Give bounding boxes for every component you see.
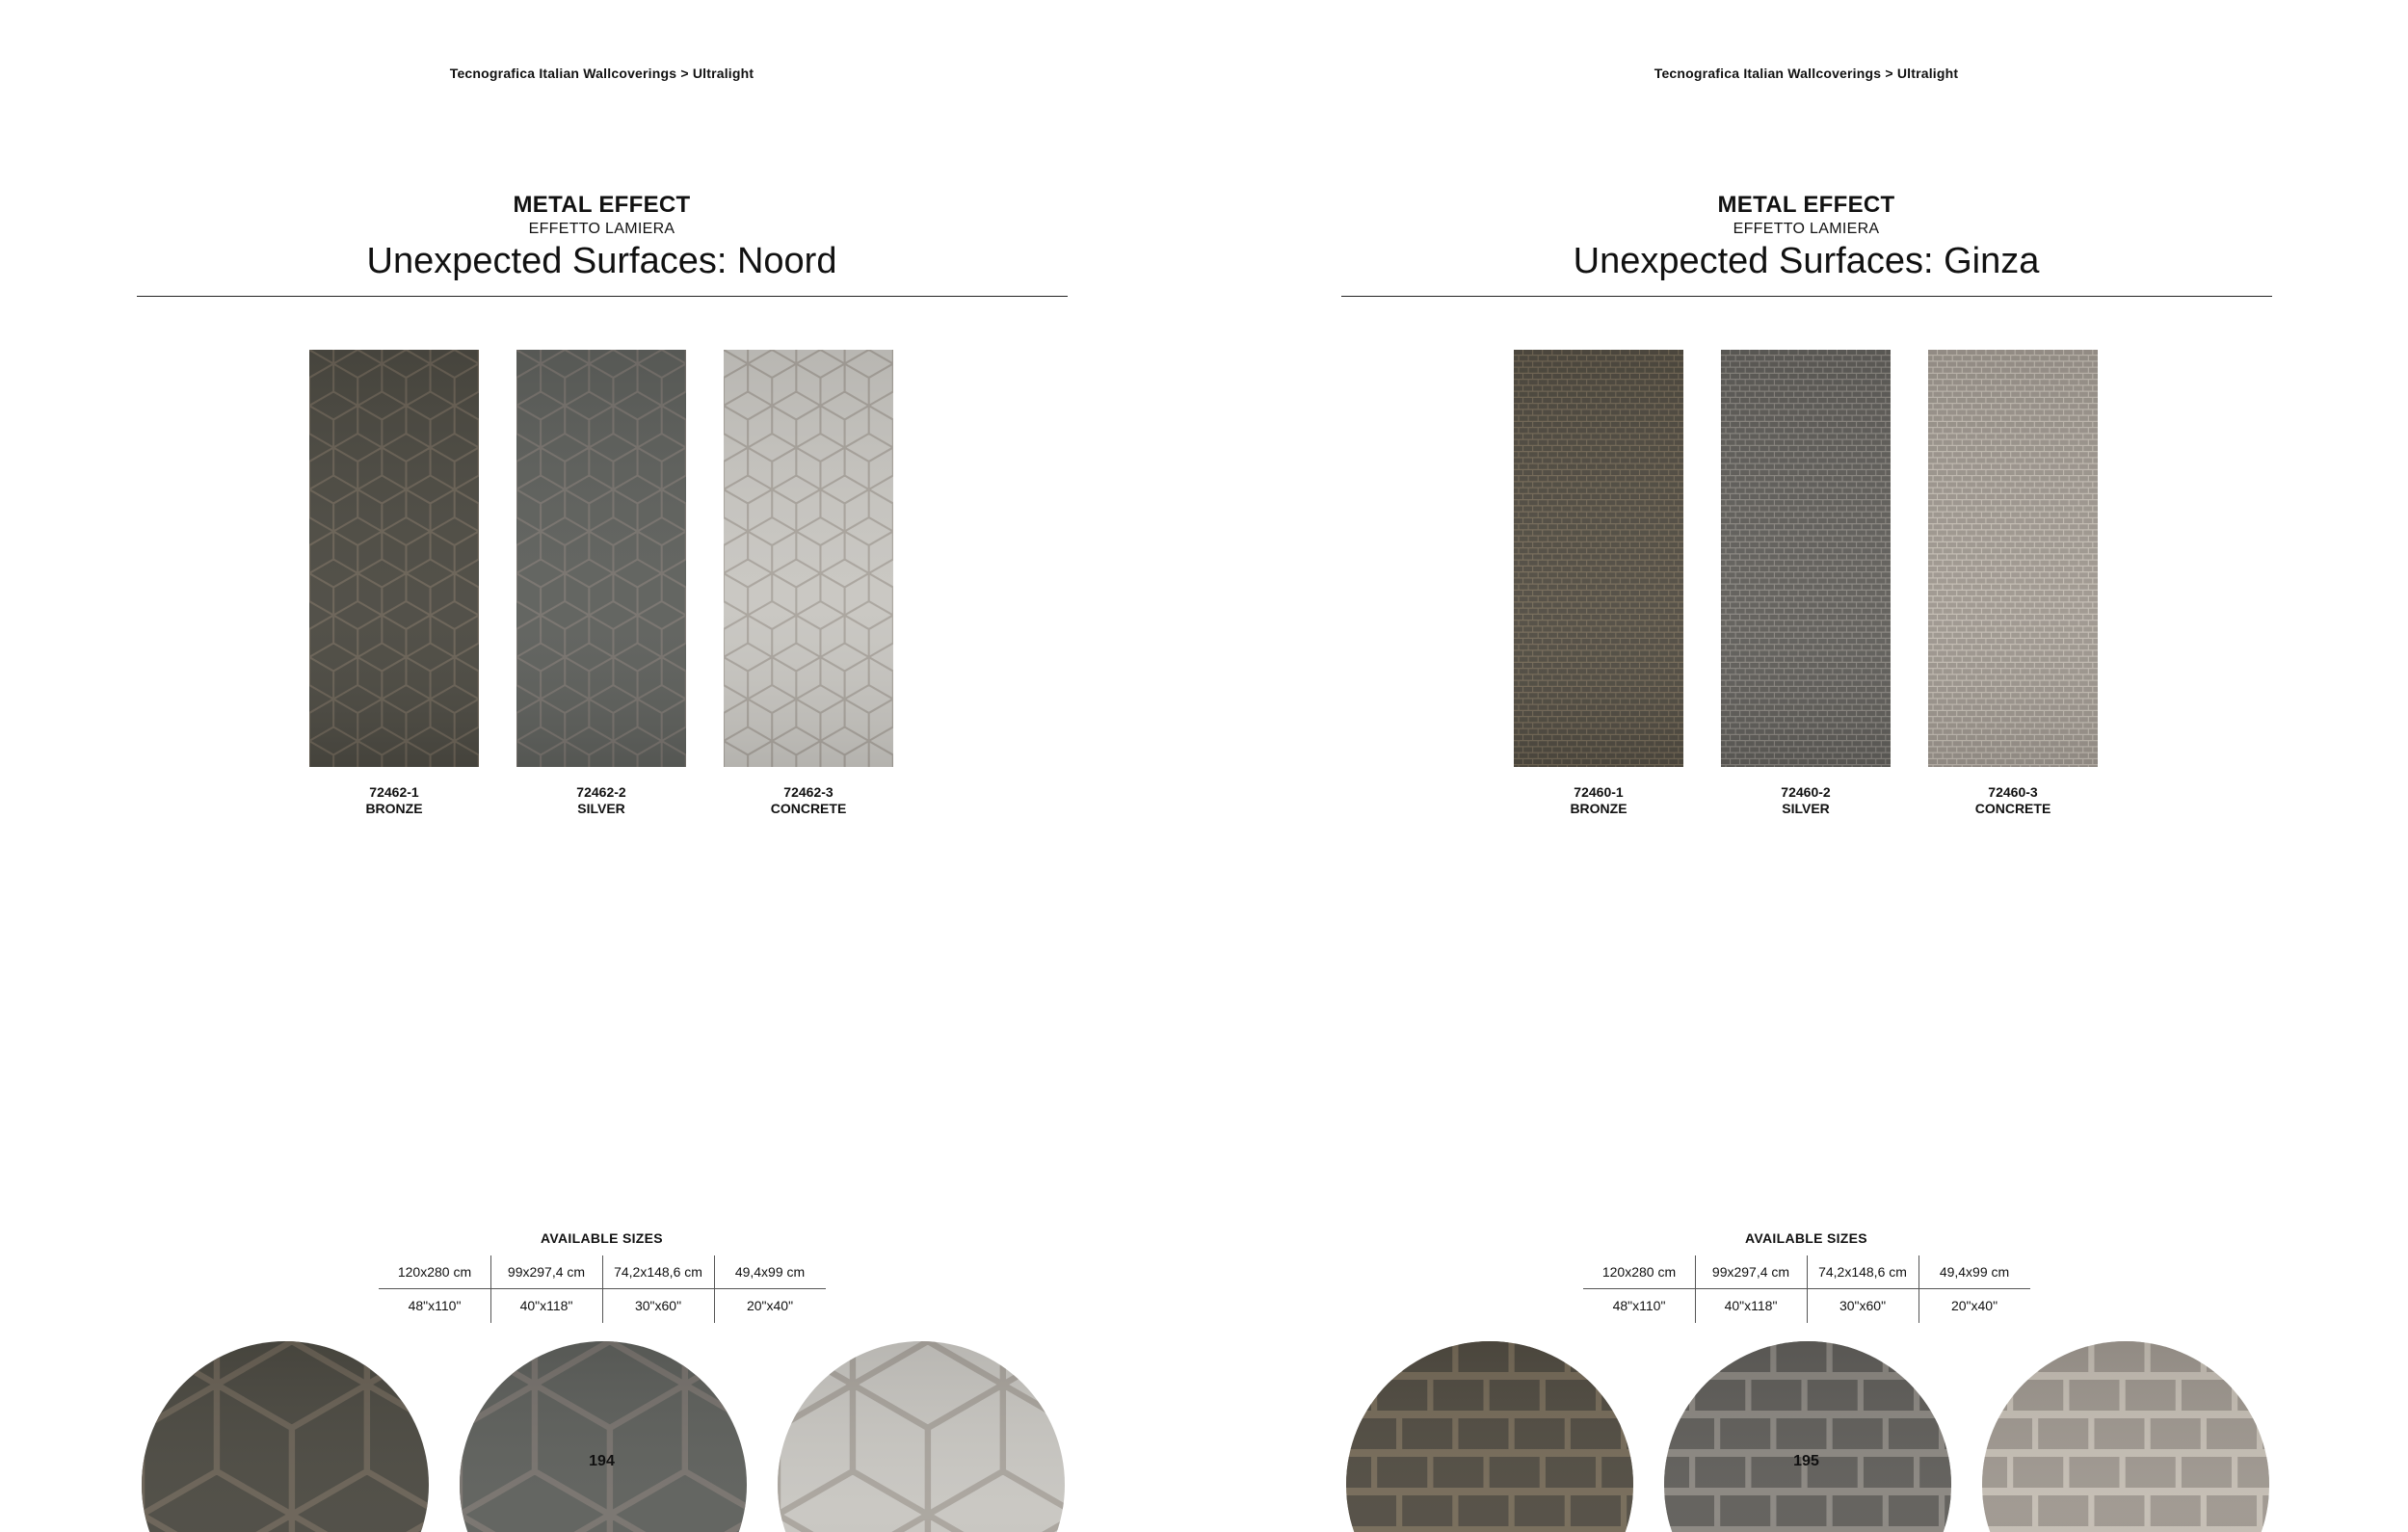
catalog-page-right <box>1204 0 2408 1532</box>
detail-circle-bronze <box>142 1341 429 1532</box>
detail-texture-image <box>1346 1341 1633 1532</box>
size-cell: 120x280 cm <box>1601 1264 1677 1280</box>
collection-title: Unexpected Surfaces: Noord <box>366 241 837 281</box>
size-cell: 40"x118" <box>1724 1298 1778 1313</box>
swatch-code: 72462-3 <box>783 784 834 800</box>
swatch-bronze[interactable] <box>309 350 479 816</box>
swatch-group <box>1514 350 2099 832</box>
swatch-bronze[interactable] <box>1514 350 1683 816</box>
swatch-code: 72460-2 <box>1781 784 1831 800</box>
swatch-code: 72462-1 <box>369 784 419 800</box>
collection-title: Unexpected Surfaces: Ginza <box>1573 241 2040 281</box>
table-divider <box>1918 1255 1919 1323</box>
swatch-color-name: SILVER <box>1782 801 1830 816</box>
detail-texture-image <box>142 1341 429 1532</box>
sizes-table <box>379 1255 826 1323</box>
size-cell: 49,4x99 cm <box>734 1264 806 1280</box>
detail-circle-concrete <box>1982 1341 2269 1532</box>
table-divider <box>490 1255 491 1323</box>
detail-texture-image <box>460 1341 747 1532</box>
swatch-concrete[interactable] <box>724 350 893 816</box>
swatch-silver[interactable] <box>1721 350 1891 816</box>
size-cell: 74,2x148,6 cm <box>1818 1264 1907 1280</box>
swatch-silver[interactable] <box>516 350 686 816</box>
category-heading: METAL EFFECT <box>1717 192 1895 218</box>
swatch-panel-image <box>516 350 686 767</box>
swatch-color-name: BRONZE <box>1570 801 1627 816</box>
swatch-concrete[interactable] <box>1928 350 2098 816</box>
size-cell: 30"x60" <box>634 1298 682 1313</box>
breadcrumb: Tecnografica Italian Wallcoverings > Ultralight <box>1654 66 1959 81</box>
breadcrumb: Tecnografica Italian Wallcoverings > Ultralight <box>449 66 754 81</box>
detail-texture-image <box>1982 1341 2269 1532</box>
category-subheading: EFFETTO LAMIERA <box>528 221 675 237</box>
page-number: 194 <box>589 1453 615 1469</box>
swatch-code: 72460-1 <box>1574 784 1624 800</box>
swatch-panel-image <box>724 350 893 767</box>
title-divider <box>1341 296 2272 297</box>
category-subheading: EFFETTO LAMIERA <box>1733 221 1880 237</box>
swatch-code: 72462-2 <box>576 784 626 800</box>
detail-texture-image <box>1664 1341 1951 1532</box>
swatch-group <box>309 350 894 832</box>
size-cell: 48"x110" <box>408 1298 462 1313</box>
size-cell: 20"x40" <box>746 1298 794 1313</box>
sizes-table <box>1583 1255 2030 1323</box>
size-cell: 30"x60" <box>1839 1298 1887 1313</box>
swatch-panel-image <box>309 350 479 767</box>
size-cell: 74,2x148,6 cm <box>614 1264 702 1280</box>
table-divider <box>1807 1255 1808 1323</box>
table-divider <box>1695 1255 1696 1323</box>
swatch-color-name: CONCRETE <box>770 801 847 816</box>
swatch-panel-image <box>1928 350 2098 767</box>
title-divider <box>137 296 1068 297</box>
size-cell: 99x297,4 cm <box>507 1264 586 1280</box>
swatch-color-name: SILVER <box>577 801 625 816</box>
swatch-color-name: CONCRETE <box>1974 801 2051 816</box>
page-number: 195 <box>1793 1453 1819 1469</box>
detail-circle-silver <box>460 1341 747 1532</box>
size-cell: 20"x40" <box>1950 1298 1998 1313</box>
table-divider <box>714 1255 715 1323</box>
detail-circle-silver <box>1664 1341 1951 1532</box>
detail-texture-image <box>778 1341 1065 1532</box>
table-divider <box>602 1255 603 1323</box>
swatch-panel-image <box>1721 350 1891 767</box>
swatch-color-name: BRONZE <box>365 801 423 816</box>
detail-circle-bronze <box>1346 1341 1633 1532</box>
detail-circle-concrete <box>778 1341 1065 1532</box>
size-cell: 48"x110" <box>1612 1298 1666 1313</box>
swatch-panel-image <box>1514 350 1683 767</box>
swatch-code: 72460-3 <box>1988 784 2038 800</box>
sizes-heading: AVAILABLE SIZES <box>541 1230 663 1246</box>
size-cell: 120x280 cm <box>397 1264 472 1280</box>
size-cell: 49,4x99 cm <box>1939 1264 2010 1280</box>
category-heading: METAL EFFECT <box>513 192 691 218</box>
size-cell: 40"x118" <box>519 1298 573 1313</box>
size-cell: 99x297,4 cm <box>1711 1264 1790 1280</box>
sizes-heading: AVAILABLE SIZES <box>1745 1230 1867 1246</box>
